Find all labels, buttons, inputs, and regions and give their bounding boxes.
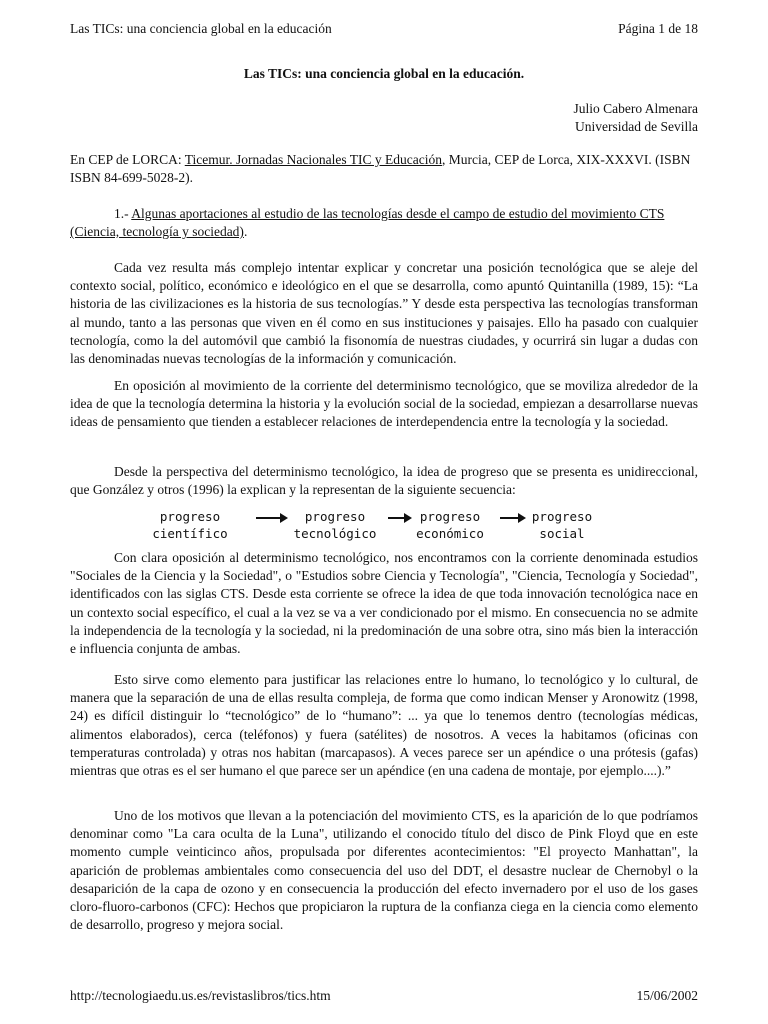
sequence-step-label: científico — [152, 526, 228, 541]
progress-sequence-diagram — [150, 508, 610, 544]
paragraph: Desde la perspectiva del determinismo tecnológico, la idea de progreso que se presenta es unidireccional, que González y otros (1996) la explican y la representan de la siguiente secuencia: — [70, 464, 698, 498]
paragraph: Cada vez resulta más complejo intentar explicar y concretar una posición tecnológica que se aleje del contexto social, político, económico e ideológico en el que se desarrolla, como apuntó Quintanilla (1989, 15): “La historia de las civilizaciones es la historia de sus tecnologías.” Y desde esta perspectiva las tecnologías transforman al mundo, tanto a las personas que viven en él como en sus instituciones y paisajes. Ello ha pasado con cualquier tecnología, como la del automóvil que cambió la fisonomía de nuestras ciudades, y ocurrirá sin lugar a dudas con las denominadas nuevas tecnologías de la información y comunicación. — [70, 260, 698, 367]
right-arrow-icon — [500, 517, 524, 519]
sequence-step-label: económico — [416, 526, 484, 541]
running-footer — [70, 988, 698, 1004]
section-title: Algunas aportaciones al estudio de las tecnologías desde el campo de estudio del movimiento CTS (Ciencia, tecnología y sociedad) — [70, 206, 665, 239]
section-heading — [70, 205, 698, 241]
section-title-end: . — [243, 224, 248, 239]
right-arrow-icon — [256, 517, 286, 519]
sequence-step-label: progreso — [304, 509, 366, 524]
document-title: Las TICs: una conciencia global en la educación. — [243, 66, 525, 81]
paragraph: En oposición al movimiento de la corriente del determinismo tecnológico, que se moviliza alrededor de la idea de que la tecnología determina la historia y la evolución social de la sociedad, empiezan a desarrollarse nuevas ideas de pensamiento que tienden a establecer relaciones de interdependencia entre la tecnología y la sociedad. — [70, 378, 698, 430]
paragraph: Uno de los motivos que llevan a la potenciación del movimiento CTS, es la aparición de lo que podríamos denominar como "La cara oculta de la Luna", utilizando el conocido título del disco de Pink Floyd que en este momento cumple veinticinco años, propulsada por diferentes acontecimientos: "El proyecto Manhattan", la aparición de problemas ambientales como consecuencia del uso del DDT, el desastre nuclear de Chernobyl o la desaparición de la capa de ozono y en consecuencia la producción del efecto invernadero por el uso de los gases cloro-fluoro-carbonos (CFC): Hechos que propiciaron la ruptura de la confianza ciega en la ciencia como elemento de desarrollo, progreso y mejora social. — [70, 808, 698, 933]
author-affiliation: Universidad de Sevilla — [575, 119, 698, 134]
sequence-step-label: progreso — [159, 509, 221, 524]
citation-suffix: , Murcia, CEP de Lorca, XIX-XXXVI. (ISBN ISBN 84-699-5028-2). — [70, 152, 691, 185]
footer-url: http://tecnologiaedu.us.es/revistaslibros/tics.htm — [70, 988, 331, 1003]
sequence-step-label: social — [539, 526, 585, 541]
author-name: Julio Cabero Almenara — [573, 101, 698, 116]
sequence-step — [150, 508, 230, 542]
section-number: 1.- — [114, 206, 132, 221]
header-title: Las TICs: una conciencia global en la educación — [70, 21, 332, 36]
page-indicator: Página 1 de 18 — [618, 21, 698, 36]
sequence-step — [290, 508, 380, 542]
running-header — [70, 21, 698, 37]
paragraph: Esto sirve como elemento para justificar las relaciones entre lo humano, lo tecnológico y lo cultural, de manera que la separación de una de ellas resulta compleja, de forma que como indican Menser y Aronowitz (1998, 24) es difícil distinguir lo “tecnológico” de lo “humano”: ... ya que lo tenemos dentro (tecnologías médicas, alimentos elaborados), cerca (teléfonos) y fuera (satélites) de nosotros. A veces la habitamos (oficinas con temperaturas controlada) y otras nos habitan (marcapasos). A veces parece ser un apéndice o una prótesis (gafas) mientras que otras es el ser humano el que parece ser un apéndice (en una cadena de montaje, por ejemplo....).” — [70, 672, 698, 779]
paragraph: Con clara oposición al determinismo tecnológico, nos encontramos con la corriente denominada estudios "Sociales de la Ciencia y la Sociedad", o "Estudios sobre Ciencia y Tecnología", "Ciencia, Tecnología y Sociedad", identificados con las siglas CTS. Desde esta corriente se ofrece la idea de que toda innovación tecnológica nace en un contexto social específico, el cual a la vez se va a ver condicionado por el mismo. En consecuencia no se admite la independencia de la tecnología y la sociedad, ni la predominación de una sobre otra, sino más bien la interacción e influencia conjunta de ambas. — [70, 550, 698, 657]
footer-date: 15/06/2002 — [636, 988, 698, 1003]
sequence-step-label: tecnológico — [293, 526, 377, 541]
citation-source: Ticemur. Jornadas Nacionales TIC y Educación — [184, 152, 442, 167]
sequence-step — [522, 508, 602, 542]
author-block — [574, 100, 698, 136]
sequence-step — [406, 508, 494, 542]
citation — [70, 151, 698, 187]
citation-prefix: En CEP de LORCA: — [70, 152, 185, 167]
sequence-step-label: progreso — [419, 509, 481, 524]
sequence-step-label: progreso — [531, 509, 593, 524]
